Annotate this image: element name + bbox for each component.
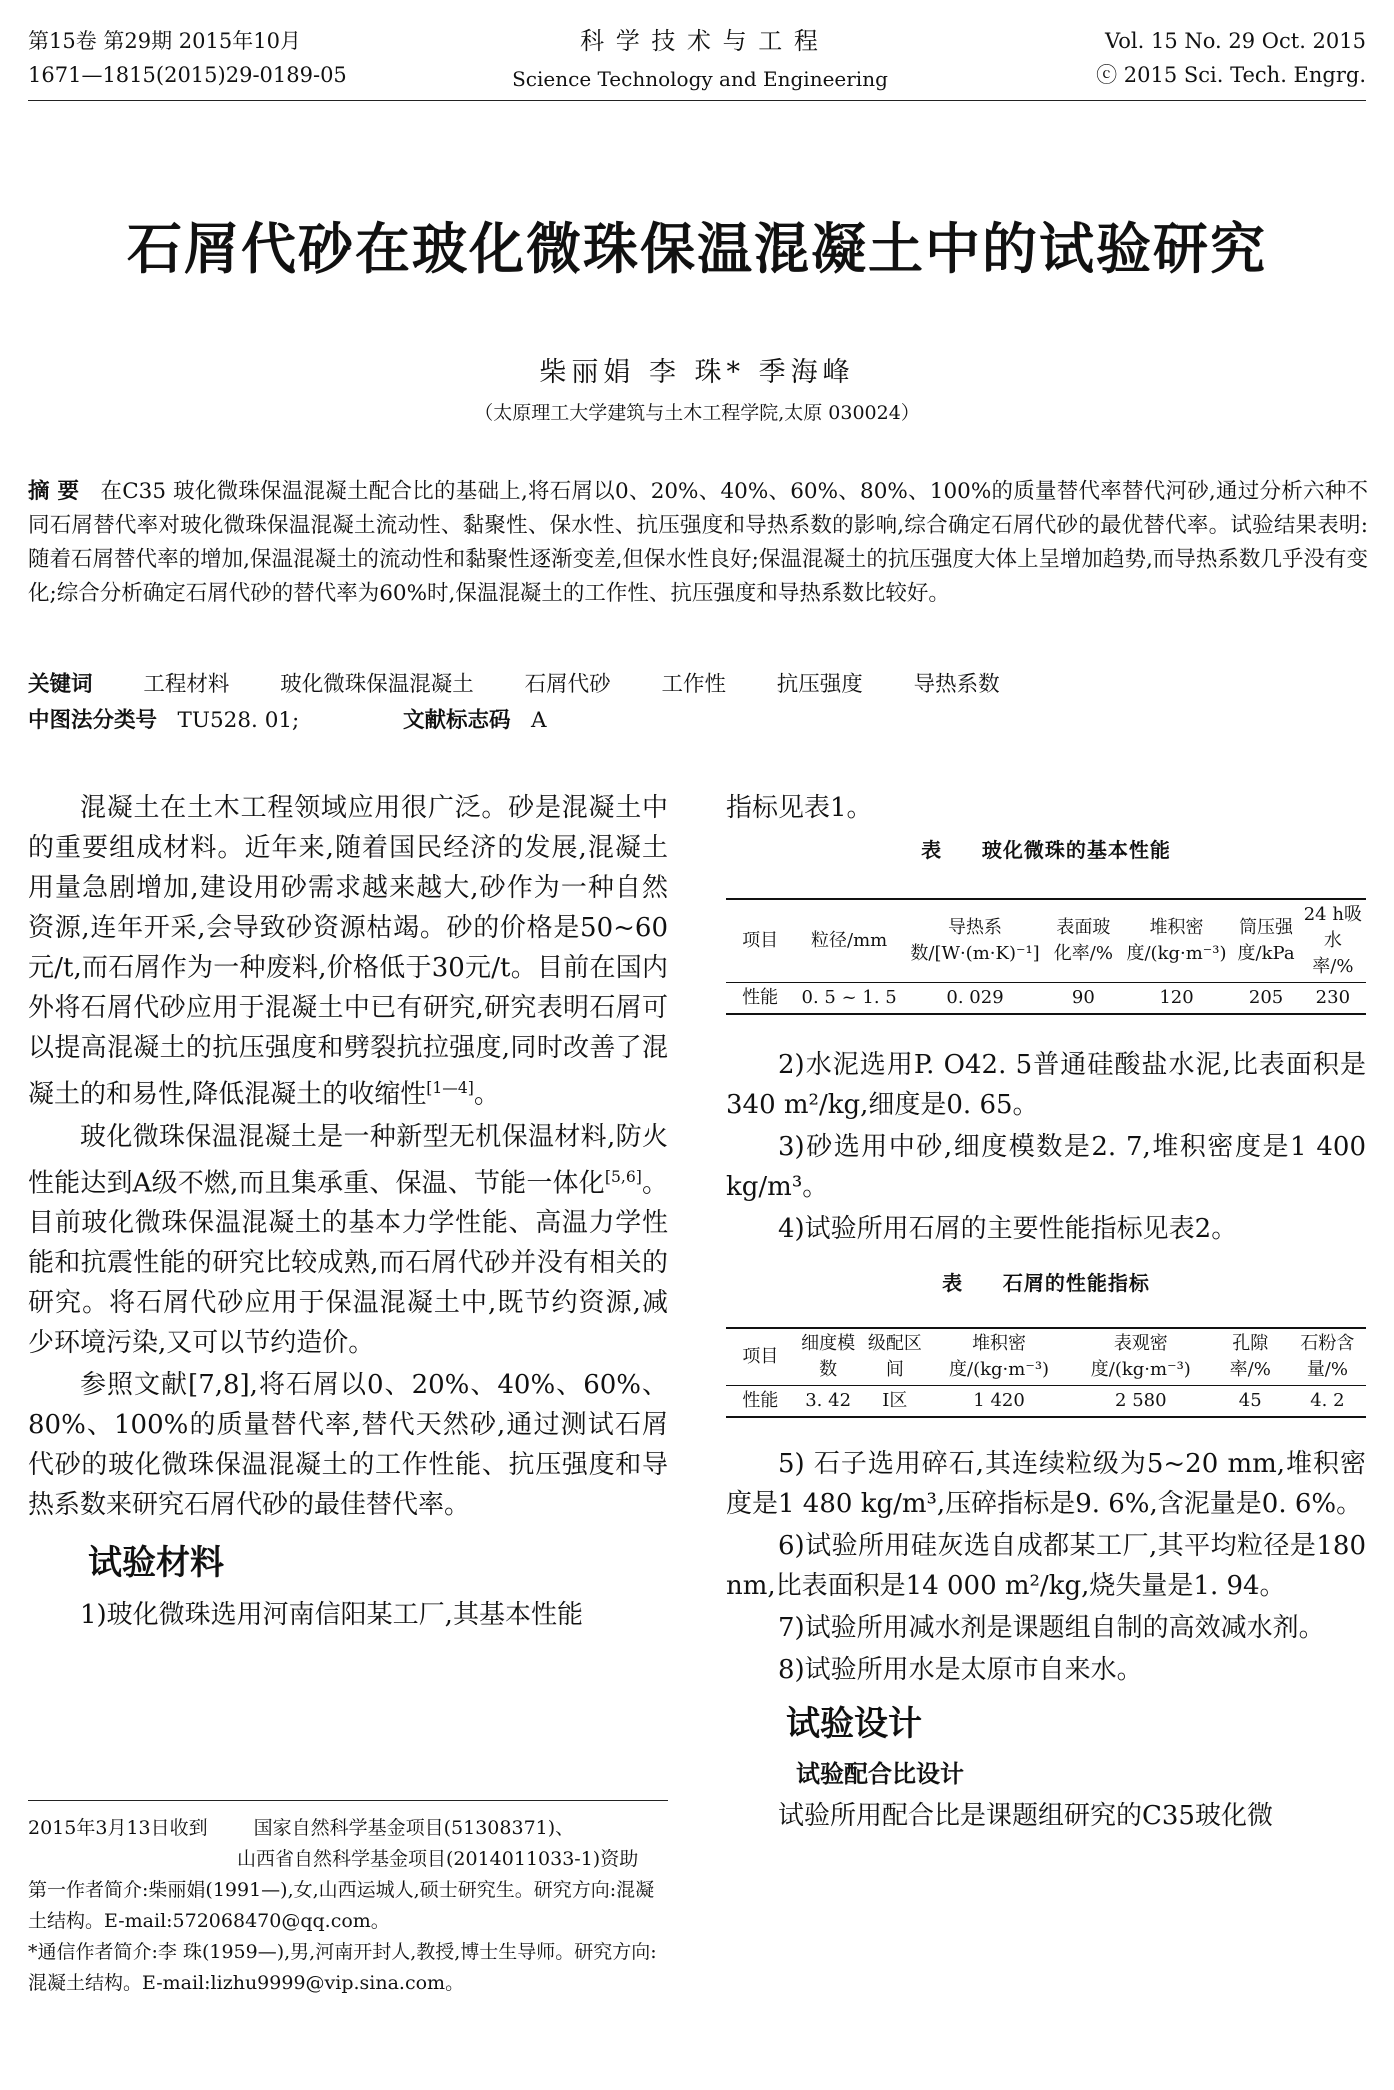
table-cell: 性能 bbox=[726, 1386, 795, 1418]
keywords-label: 关键词 bbox=[28, 672, 93, 697]
table-cell: 0. 5 ~ 1. 5 bbox=[794, 983, 904, 1015]
citation: [1—4] bbox=[426, 1079, 474, 1097]
table2-caption bbox=[726, 1263, 1366, 1303]
abstract-text: 在C35 玻化微珠保温混凝土配合比的基础上,将石屑以0、20%、40%、60%、80%、100%的质量替代率替代河砂,通过分析六种不同石屑替代率对玻化微珠保温混凝土流动性、黏聚性、保水性、抗压强度和导热系数的影响,综合确定石屑代砂的最优替代率。试验结果表明:随着石屑替代率的增加,保温混凝土的流动性和黏聚性逐渐变差,但保水性良好;保温混凝土的抗压强度大体上呈增加趋势,而导热系数几乎没有变化;综合分析确定石屑代砂的替代率为60%时,保温混凝土的工作性、抗压强度和导热系数比较好。 bbox=[28, 479, 1368, 606]
citation: [5,6] bbox=[604, 1167, 642, 1186]
table-cell: 1 420 bbox=[928, 1386, 1070, 1418]
paragraph-text: 玻化微珠保温混凝土是一种新型无机保温材料,防火性能达到A级不燃,而且集承重、保温、节能一体化 bbox=[28, 1121, 668, 1199]
table-cell: 90 bbox=[1046, 983, 1121, 1015]
doc-code-label: 文献标志码 bbox=[403, 708, 511, 733]
corresponding-author-bio: *通信作者简介:李 珠(1959—),男,河南开封人,教授,博士生导师。研究方向:混凝土结构。E-mail:lizhu9999@vip.sina.com。 bbox=[28, 1941, 657, 1994]
table1-caption bbox=[726, 830, 1366, 870]
table-cell: Ⅰ区 bbox=[861, 1386, 928, 1418]
table-number: 表 bbox=[921, 838, 943, 862]
abstract bbox=[28, 475, 1368, 611]
keyword: 石屑代砂 bbox=[524, 672, 611, 697]
table-header-cell: 导热系数/[W·(m·K)⁻¹] bbox=[904, 899, 1046, 983]
paragraph: 5) 石子选用碎石,其连续粒级为5~20 mm,堆积密度是1 480 kg/m³,压碎指标是9. 6%,含泥量是0. 6%。 bbox=[726, 1449, 1366, 1519]
journal-issn: 1671—1815(2015)29-0189-05 bbox=[28, 63, 347, 87]
journal-name-cn: 科 学 技 术 与 工 程 bbox=[580, 27, 820, 55]
subsection-heading: 试验配合比设计 bbox=[796, 1759, 964, 1788]
header-rule bbox=[28, 100, 1366, 101]
table-header-cell: 表观密度/(kg·m⁻³) bbox=[1070, 1328, 1212, 1386]
left-column bbox=[28, 788, 668, 1637]
table-cell: 2 580 bbox=[1070, 1386, 1212, 1418]
paragraph: 试验所用配合比是课题组研究的C35玻化微 bbox=[778, 1801, 1273, 1831]
keyword: 玻化微珠保温混凝土 bbox=[280, 672, 474, 697]
section-heading: 试验材料 bbox=[88, 1543, 224, 1584]
section-heading: 试验设计 bbox=[786, 1704, 922, 1744]
table-header-cell: 堆积密度/(kg·m⁻³) bbox=[928, 1328, 1070, 1386]
table-header-cell: 项目 bbox=[726, 1328, 795, 1386]
keyword: 工作性 bbox=[661, 672, 726, 697]
table-header-cell: 石粉含量/% bbox=[1289, 1328, 1366, 1386]
paragraph bbox=[28, 788, 668, 1115]
first-author-bio: 第一作者简介:柴丽娟(1991—),女,山西运城人,硕士研究生。研究方向:混凝土结构。E-mail:572068470@qq.com。 bbox=[28, 1879, 655, 1932]
table2 bbox=[726, 1327, 1366, 1418]
paragraph-text: 混凝土在土木工程领域应用很广泛。砂是混凝土中的重要组成材料。近年来,随着国民经济的发展,混凝土用量急剧增加,建设用砂需求越来越大,砂作为一种自然资源,连年开采,会导致砂资源枯竭。砂的价格是50~60元/t,而石屑作为一种废料,价格低于30元/t。目前在国内外将石屑代砂应用于混凝土中已有研究,研究表明石屑可以提高混凝土的抗压强度和劈裂抗拉强度,同时改善了混凝土的和易性,降低混凝土的收缩性 bbox=[28, 793, 668, 1110]
table-header-cell: 24 h吸水率/% bbox=[1300, 899, 1366, 983]
keyword: 抗压强度 bbox=[776, 672, 863, 697]
table-number: 表 bbox=[942, 1271, 964, 1295]
paragraph: 6)试验所用硅灰选自成都某工厂,其平均粒径是180 nm,比表面积是14 000 m²/kg,烧失量是1. 94。 bbox=[726, 1531, 1366, 1601]
table-title: 玻化微珠的基本性能 bbox=[981, 838, 1171, 862]
paragraph bbox=[28, 1117, 668, 1364]
table-header-cell: 粒径/mm bbox=[794, 899, 904, 983]
affiliation: （太原理工大学建筑与土木工程学院,太原 030024） bbox=[474, 402, 920, 424]
table-header-cell: 筒压强度/kPa bbox=[1232, 899, 1299, 983]
paragraph: 指标见表1。 bbox=[726, 793, 873, 823]
table-row bbox=[726, 1386, 1366, 1418]
fund-line: 山西省自然科学基金项目(2014011033-1)资助 bbox=[237, 1848, 639, 1870]
journal-volume-en: Vol. 15 No. 29 Oct. 2015 bbox=[1105, 29, 1366, 53]
table-header-cell: 细度模数 bbox=[795, 1328, 862, 1386]
keyword: 导热系数 bbox=[913, 672, 1000, 697]
table-row bbox=[726, 983, 1366, 1015]
received-date: 2015年3月13日收到 bbox=[28, 1817, 208, 1839]
classification-value: TU528. 01; bbox=[177, 708, 300, 733]
keywords bbox=[28, 668, 1368, 702]
table1 bbox=[726, 898, 1366, 1015]
footnote bbox=[28, 1813, 673, 1999]
table-cell: 205 bbox=[1232, 983, 1299, 1015]
paragraph: 3)砂选用中砂,细度模数是2. 7,堆积密度是1 400 kg/m³。 bbox=[726, 1132, 1366, 1202]
table-header-cell: 堆积密度/(kg·m⁻³) bbox=[1121, 899, 1233, 983]
journal-volume-info: 第15卷 第29期 2015年10月 bbox=[28, 29, 301, 53]
table-header-row bbox=[726, 1328, 1366, 1386]
table-header-cell: 项目 bbox=[726, 899, 794, 983]
table-header-cell: 表面玻化率/% bbox=[1046, 899, 1121, 983]
paragraph: 7)试验所用减水剂是课题组自制的高效减水剂。 bbox=[778, 1613, 1325, 1643]
table-cell: 4. 2 bbox=[1289, 1386, 1366, 1418]
classification bbox=[28, 704, 1368, 738]
table-cell: 3. 42 bbox=[795, 1386, 862, 1418]
paragraph-text: 。 bbox=[473, 1079, 500, 1110]
abstract-label: 摘 要 bbox=[28, 479, 80, 504]
table-cell: 120 bbox=[1121, 983, 1233, 1015]
journal-copyright: ⓒ 2015 Sci. Tech. Engrg. bbox=[1096, 63, 1366, 87]
table-cell: 性能 bbox=[726, 983, 794, 1015]
table-cell: 0. 029 bbox=[904, 983, 1046, 1015]
journal-name-en: Science Technology and Engineering bbox=[512, 67, 888, 91]
table-header-row bbox=[726, 899, 1366, 983]
table-cell: 230 bbox=[1300, 983, 1366, 1015]
right-column bbox=[726, 788, 1366, 1838]
paragraph: 2)水泥选用P. O42. 5普通硅酸盐水泥,比表面积是340 m²/kg,细度是0. 65。 bbox=[726, 1050, 1366, 1120]
classification-label: 中图法分类号 bbox=[28, 708, 158, 733]
table-cell: 45 bbox=[1212, 1386, 1289, 1418]
keyword: 工程材料 bbox=[143, 672, 230, 697]
footnote-rule bbox=[28, 1800, 668, 1801]
authors: 柴丽娟 李 珠* 季海峰 bbox=[539, 357, 855, 388]
paragraph: 8)试验所用水是太原市自来水。 bbox=[778, 1655, 1143, 1685]
table-header-cell: 级配区间 bbox=[861, 1328, 928, 1386]
paper-title: 石屑代砂在玻化微珠保温混凝土中的试验研究 bbox=[126, 216, 1267, 281]
paragraph-text: 。目前玻化微珠保温混凝土的基本力学性能、高温力学性能和抗震性能的研究比较成熟,而石屑代砂并没有相关的研究。将石屑代砂应用于保温混凝土中,既节约资源,减少环境污染,又可以节约造价。 bbox=[28, 1168, 668, 1359]
doc-code-value: A bbox=[531, 708, 547, 733]
fund-line: 国家自然科学基金项目(51308371)、 bbox=[253, 1817, 575, 1839]
table-header-cell: 孔隙率/% bbox=[1212, 1328, 1289, 1386]
paragraph: 4)试验所用石屑的主要性能指标见表2。 bbox=[778, 1214, 1238, 1244]
table-title: 石屑的性能指标 bbox=[1002, 1271, 1150, 1295]
paragraph: 参照文献[7,8],将石屑以0、20%、40%、60%、80%、100%的质量替代率,替代天然砂,通过测试石屑代砂的玻化微珠保温混凝土的工作性能、抗压强度和导热系数来研究石屑代砂的最佳替代率。 bbox=[28, 1370, 668, 1521]
paragraph: 1)玻化微珠选用河南信阳某工厂,其基本性能 bbox=[80, 1600, 583, 1631]
